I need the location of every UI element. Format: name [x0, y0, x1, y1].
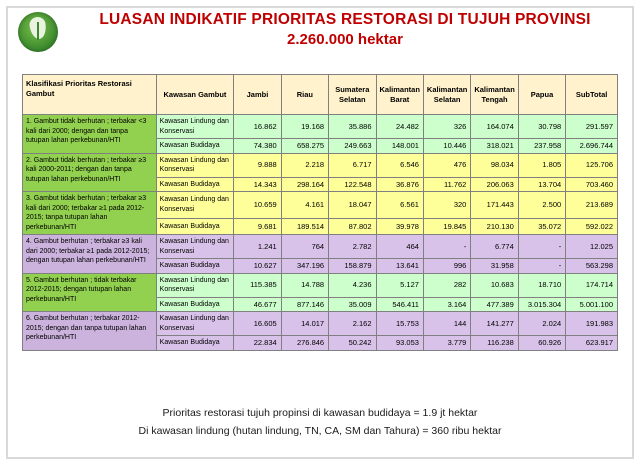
row-value-cell: 11.762 [423, 177, 470, 192]
row-value-cell: 658.275 [281, 139, 328, 154]
page-subtitle: 2.260.000 hektar [287, 31, 403, 48]
row-kawasan-cell: Kawasan Budidaya [156, 218, 234, 234]
row-value-cell: 2.162 [329, 312, 376, 336]
row-value-cell: 2.500 [518, 192, 565, 219]
title-block [60, 8, 630, 49]
row-value-cell: 16.605 [234, 312, 281, 336]
row-value-cell: 14.343 [234, 177, 281, 192]
row-value-cell: 14.788 [281, 273, 328, 297]
row-classification-cell: 4. Gambut berhutan ; terbakar ≥3 kali dari 2000; terbakar ≥1 pada 2012-2015; dengan tutupan lahan perkebunan/HTI [23, 235, 157, 274]
row-value-cell: 206.063 [471, 177, 518, 192]
row-value-cell: 4.236 [329, 273, 376, 297]
slide-header [10, 8, 630, 64]
row-kawasan-cell: Kawasan Lindung dan Konservasi [156, 153, 234, 177]
col-header-jambi: Jambi [234, 75, 281, 115]
row-value-cell: 13.704 [518, 177, 565, 192]
row-value-cell: 6.717 [329, 153, 376, 177]
row-value-cell: 6.774 [471, 235, 518, 259]
row-value-cell: 189.514 [281, 218, 328, 234]
col-header-klasifikasi: Klasifikasi Prioritas Restorasi Gambut [23, 75, 157, 115]
row-kawasan-cell: Kawasan Lindung dan Konservasi [156, 273, 234, 297]
row-value-cell: 13.641 [376, 259, 423, 274]
col-header-kalimantan-barat: Kalimantan Barat [376, 75, 423, 115]
row-value-cell: 158.879 [329, 259, 376, 274]
row-value-cell: 996 [423, 259, 470, 274]
row-value-cell: 18.710 [518, 273, 565, 297]
row-value-cell: 171.443 [471, 192, 518, 219]
row-value-cell: 282 [423, 273, 470, 297]
row-value-cell: 703.460 [566, 177, 618, 192]
row-value-cell: 320 [423, 192, 470, 219]
row-value-cell: 30.798 [518, 115, 565, 139]
row-kawasan-cell: Kawasan Lindung dan Konservasi [156, 312, 234, 336]
row-kawasan-cell: Kawasan Budidaya [156, 139, 234, 154]
row-value-cell: 10.659 [234, 192, 281, 219]
row-value-cell: 164.074 [471, 115, 518, 139]
col-header-kalimantan-tengah: Kalimantan Tengah [471, 75, 518, 115]
row-value-cell: 10.683 [471, 273, 518, 297]
row-value-cell: 2.696.744 [566, 139, 618, 154]
row-value-cell: - [518, 235, 565, 259]
row-value-cell: 115.385 [234, 273, 281, 297]
row-value-cell: 477.389 [471, 297, 518, 312]
row-value-cell: 144 [423, 312, 470, 336]
row-kawasan-cell: Kawasan Lindung dan Konservasi [156, 115, 234, 139]
col-header-sumatera-selatan: Sumatera Selatan [329, 75, 376, 115]
row-value-cell: 116.238 [471, 336, 518, 351]
row-value-cell: 35.072 [518, 218, 565, 234]
row-value-cell: 4.161 [281, 192, 328, 219]
row-value-cell: 764 [281, 235, 328, 259]
row-value-cell: 31.958 [471, 259, 518, 274]
row-value-cell: 6.561 [376, 192, 423, 219]
table-row [23, 273, 618, 297]
table-row [23, 153, 618, 177]
row-value-cell: 298.164 [281, 177, 328, 192]
row-value-cell: 50.242 [329, 336, 376, 351]
row-value-cell: 1.805 [518, 153, 565, 177]
row-value-cell: 877.146 [281, 297, 328, 312]
row-value-cell: 19.845 [423, 218, 470, 234]
data-table-wrapper [22, 74, 618, 351]
logo-stem [37, 22, 39, 40]
footer-notes [0, 404, 640, 440]
row-value-cell: 3.164 [423, 297, 470, 312]
row-value-cell: 87.802 [329, 218, 376, 234]
row-value-cell: 318.021 [471, 139, 518, 154]
table-header-row [23, 75, 618, 115]
table-row [23, 235, 618, 259]
row-value-cell: 18.047 [329, 192, 376, 219]
row-value-cell: 10.446 [423, 139, 470, 154]
row-value-cell: 563.298 [566, 259, 618, 274]
row-value-cell: 141.277 [471, 312, 518, 336]
row-value-cell: 3.779 [423, 336, 470, 351]
row-value-cell: 291.597 [566, 115, 618, 139]
row-value-cell: 12.025 [566, 235, 618, 259]
row-value-cell: 592.022 [566, 218, 618, 234]
row-value-cell: 623.917 [566, 336, 618, 351]
col-header-subtotal: SubTotal [566, 75, 618, 115]
row-value-cell: 46.677 [234, 297, 281, 312]
row-kawasan-cell: Kawasan Lindung dan Konservasi [156, 192, 234, 219]
row-value-cell: 122.548 [329, 177, 376, 192]
col-header-kalimantan-selatan: Kalimantan Selatan [423, 75, 470, 115]
col-header-kawasan: Kawasan Gambut [156, 75, 234, 115]
row-value-cell: 24.482 [376, 115, 423, 139]
row-value-cell: 35.009 [329, 297, 376, 312]
row-classification-cell: 3. Gambut tidak berhutan ; terbakar ≥3 kali dari 2000; terbakar ≥1 pada 2012-2015; tanpa tutupan lahan perkebunan/HTI [23, 192, 157, 235]
row-value-cell: 5.001.100 [566, 297, 618, 312]
row-value-cell: 148.001 [376, 139, 423, 154]
col-header-riau: Riau [281, 75, 328, 115]
row-value-cell: - [518, 259, 565, 274]
row-value-cell: 546.411 [376, 297, 423, 312]
footer-line-1: Prioritas restorasi tujuh propinsi di kawasan budidaya = 1.9 jt hektar [162, 407, 478, 419]
row-value-cell: 464 [376, 235, 423, 259]
table-header [23, 75, 618, 115]
brg-leaf-logo-icon [16, 10, 60, 58]
row-value-cell: 14.017 [281, 312, 328, 336]
row-value-cell: 1.241 [234, 235, 281, 259]
row-value-cell: 347.196 [281, 259, 328, 274]
row-value-cell: 174.714 [566, 273, 618, 297]
table-row [23, 312, 618, 336]
row-value-cell: 9.681 [234, 218, 281, 234]
row-classification-cell: 1. Gambut tidak berhutan ; terbakar <3 kali dari 2000; dengan dan tanpa tutupan lahan perkebunan/HTI [23, 115, 157, 154]
row-kawasan-cell: Kawasan Budidaya [156, 259, 234, 274]
row-value-cell: 74.380 [234, 139, 281, 154]
row-value-cell: 39.978 [376, 218, 423, 234]
row-value-cell: 2.024 [518, 312, 565, 336]
row-value-cell: 60.926 [518, 336, 565, 351]
row-value-cell: 476 [423, 153, 470, 177]
table-row [23, 115, 618, 139]
row-value-cell: 3.015.304 [518, 297, 565, 312]
row-kawasan-cell: Kawasan Lindung dan Konservasi [156, 235, 234, 259]
row-value-cell: 249.663 [329, 139, 376, 154]
row-value-cell: 16.862 [234, 115, 281, 139]
row-kawasan-cell: Kawasan Budidaya [156, 297, 234, 312]
row-classification-cell: 2. Gambut tidak berhutan ; terbakar ≥3 kali 2000-2011; dengan dan tanpa tutupan lahan perkebunan/HTI [23, 153, 157, 192]
row-classification-cell: 5. Gambut berhutan ; tidak terbakar 2012-2015; dengan tutupan lahan perkebunan/HTI [23, 273, 157, 312]
row-value-cell: 36.876 [376, 177, 423, 192]
row-value-cell: 22.834 [234, 336, 281, 351]
table-body [23, 115, 618, 351]
row-value-cell: 98.034 [471, 153, 518, 177]
row-value-cell: 210.130 [471, 218, 518, 234]
row-kawasan-cell: Kawasan Budidaya [156, 177, 234, 192]
col-header-papua: Papua [518, 75, 565, 115]
row-value-cell: 93.053 [376, 336, 423, 351]
footer-line-2: Di kawasan lindung (hutan lindung, TN, CA, SM dan Tahura) = 360 ribu hektar [138, 425, 502, 437]
row-value-cell: 5.127 [376, 273, 423, 297]
row-value-cell: 10.627 [234, 259, 281, 274]
row-value-cell: 2.782 [329, 235, 376, 259]
row-value-cell: 2.218 [281, 153, 328, 177]
row-value-cell: 213.689 [566, 192, 618, 219]
row-value-cell: 15.753 [376, 312, 423, 336]
row-value-cell: 326 [423, 115, 470, 139]
row-value-cell: 35.886 [329, 115, 376, 139]
table-row [23, 192, 618, 219]
row-value-cell: 237.958 [518, 139, 565, 154]
row-value-cell: 276.846 [281, 336, 328, 351]
row-classification-cell: 6. Gambut berhutan ; terbakar 2012-2015; dengan dan tanpa tutupan lahan perkebunan/HTI [23, 312, 157, 351]
restoration-table [22, 74, 618, 351]
row-value-cell: 191.983 [566, 312, 618, 336]
row-value-cell: 125.706 [566, 153, 618, 177]
row-value-cell: 6.546 [376, 153, 423, 177]
row-kawasan-cell: Kawasan Budidaya [156, 336, 234, 351]
row-value-cell: - [423, 235, 470, 259]
row-value-cell: 19.168 [281, 115, 328, 139]
page-title: LUASAN INDIKATIF PRIORITAS RESTORASI DI TUJUH PROVINSI [99, 11, 591, 28]
row-value-cell: 9.888 [234, 153, 281, 177]
